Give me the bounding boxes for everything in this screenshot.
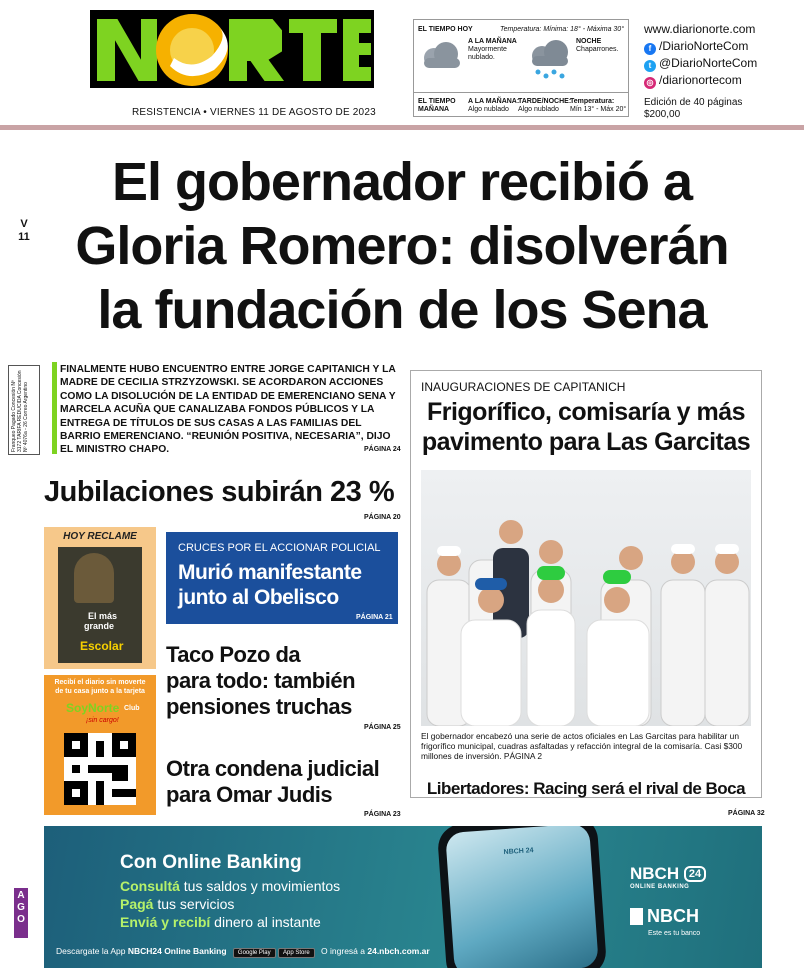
lead-marker xyxy=(52,362,57,454)
promo-soynorte-l2: de tu casa junto a la tarjeta xyxy=(55,688,145,695)
promo-soynorte-brand: SoyNorte xyxy=(66,701,120,715)
ad-foot-c: O ingresá a xyxy=(321,946,368,956)
app-store-button[interactable]: App Store xyxy=(278,948,315,958)
story-obelisco-page: PÁGINA 21 xyxy=(356,614,393,621)
story-taco-l2[interactable]: para todo: también xyxy=(166,668,356,693)
weather-t-morning: A LA MAÑANA: xyxy=(468,98,520,105)
instagram-icon: ◎ xyxy=(644,77,656,89)
weather-temp: Temperatura: Mínima: 18° - Máxima 30° xyxy=(500,26,624,33)
story-garcitas-kicker: INAUGURACIONES DE CAPITANICH xyxy=(421,380,626,394)
nbch-ad[interactable] xyxy=(44,826,762,968)
ad-l1a: Consultá xyxy=(120,878,180,894)
qr-code-icon xyxy=(64,733,136,805)
edition-num: 11 xyxy=(18,231,30,243)
masthead-date: RESISTENCIA • VIERNES 11 DE AGOSTO DE 2023 xyxy=(132,107,376,118)
story-garcitas-photo xyxy=(421,470,751,726)
ad-l2a: Pagá xyxy=(120,896,154,912)
promo-soynorte-club: Club xyxy=(124,705,140,712)
nbch-logo-icon xyxy=(630,908,643,925)
postal-box: Franqueo Pagado Concesión Nº 3172 TARIFA REDUCIDA Concesión Nº 4076a - 26 Correo Argentino xyxy=(8,365,40,455)
promo-soynorte-l1: Recibí el diario sin moverte xyxy=(54,679,146,686)
jubilaciones-title[interactable]: Jubilaciones subirán 23 % xyxy=(44,476,395,508)
promo-escolar-label: HOY RECLAME xyxy=(63,531,137,542)
libertadores-title[interactable]: Libertadores: Racing será el rival de Boca xyxy=(426,779,746,798)
jubilaciones-page: PÁGINA 20 xyxy=(364,514,401,521)
story-garcitas-caption: El gobernador encabezó una serie de actos oficiales en Las Garcitas para habilitar un frigorífico municipal, cuadras asfaltadas y refacción integral de la comisaría. Casi $300 millones de inversión. PÁGINA 2 xyxy=(421,731,743,761)
weather-tomorrow-label: EL TIEMPO MAÑANA xyxy=(418,98,456,113)
promo-soynorte[interactable] xyxy=(44,675,156,815)
weather-night-label: NOCHE xyxy=(576,38,602,45)
ad-brand1 xyxy=(630,864,706,884)
website-link[interactable]: www.diarionorte.com xyxy=(644,22,756,36)
edition-day: V xyxy=(20,218,28,230)
lead-text: FINALMENTE HUBO ENCUENTRO ENTRE JORGE CAPITANICH Y LA MADRE DE CECILIA STRZYZOWSKI. SE ACORDARON ACCIONES COMO LA DISOLUCIÓN DE LA ENTIDAD DE EMERENCIANO SENA Y MARCELA ACUÑA QUE CANALIZABA FONDOS PÚBLICOS Y LA ENTREGA DE TÍTULOS DE SUS CASAS A LAS FAMILIAS DEL BARRIO EMERENCIANO. “REUNIÓN POSITIVA, NECESARIA”, DIJO EL MINISTRO CHAPO. xyxy=(60,364,396,456)
story-obelisco-kicker: CRUCES POR EL ACCIONAR POLICIAL xyxy=(178,542,381,554)
weather-divider xyxy=(414,92,628,93)
weather-morning-label: A LA MAÑANA xyxy=(468,38,517,45)
ad-brand1-sub: ONLINE BANKING xyxy=(630,884,690,890)
story-garcitas-l1[interactable]: Frigorífico, comisaría y más xyxy=(426,398,746,426)
ad-l2b: tus servicios xyxy=(153,896,235,912)
weather-night-text: Chaparrones. xyxy=(576,46,619,53)
story-judis-page: PÁGINA 23 xyxy=(364,811,401,818)
instagram-link[interactable] xyxy=(644,73,742,89)
weather-t-temp-text: Mín 13° - Máx 20° xyxy=(570,106,627,113)
promo-soynorte-tag: ¡sin cargo! xyxy=(86,717,119,724)
ad-brand2-sub: Este es tu banco xyxy=(648,930,701,937)
ad-brand2: NBCH xyxy=(647,906,699,926)
ad-l3a: Enviá y recibí xyxy=(120,914,211,930)
ad-foot-b: NBCH24 Online Banking xyxy=(127,946,227,956)
facebook-handle: /DiarioNorteCom xyxy=(659,39,749,53)
weather-morning-text: Mayormente nublado. xyxy=(468,46,507,61)
story-obelisco-l2: junto al Obelisco xyxy=(178,586,339,609)
google-play-button[interactable]: Google Play xyxy=(233,948,276,958)
promo-escolar-l2: grande xyxy=(84,621,115,631)
ad-brand1-num: 24 xyxy=(684,866,706,882)
headline-line-3[interactable]: la fundación de los Sena xyxy=(97,280,707,340)
instagram-handle: /diarionortecom xyxy=(659,73,742,87)
ad-foot-d[interactable]: 24.nbch.com.ar xyxy=(367,946,430,956)
ad-l3b: dinero al instante xyxy=(210,914,321,930)
weather-t-night: TARDE/NOCHE: xyxy=(518,98,572,105)
promo-escolar-cover xyxy=(58,547,142,663)
norte-logo xyxy=(88,8,376,90)
ad-title: Con Online Banking xyxy=(120,852,302,873)
story-taco-page: PÁGINA 25 xyxy=(364,724,401,731)
twitter-handle: @DiarioNorteCom xyxy=(659,56,758,70)
headline-line-1[interactable]: El gobernador recibió a xyxy=(111,152,693,212)
edition-pages: Edición de 40 páginas xyxy=(644,97,743,108)
group-photo-icon xyxy=(421,470,751,726)
story-obelisco[interactable] xyxy=(166,532,398,624)
story-judis-l1[interactable]: Otra condena judicial xyxy=(166,756,380,781)
portrait-icon xyxy=(74,553,114,603)
ad-l1b: tus saldos y movimientos xyxy=(179,878,341,894)
month-tab xyxy=(14,888,28,938)
lead-page: PÁGINA 24 xyxy=(364,446,401,453)
masthead-rule xyxy=(0,125,804,130)
phone-mockup xyxy=(437,826,608,968)
month-tab-label: AGO xyxy=(17,890,25,925)
story-taco-l1[interactable]: Taco Pozo da xyxy=(166,642,301,667)
weather-t-morning-text: Algo nublado xyxy=(468,106,509,113)
twitter-icon: t xyxy=(644,60,656,72)
weather-title: EL TIEMPO HOY xyxy=(418,26,473,33)
edition-price: $200,00 xyxy=(644,109,681,120)
weather-box xyxy=(413,19,629,117)
ad-brand1-text: NBCH xyxy=(630,864,680,883)
story-obelisco-l1: Murió manifestante xyxy=(178,561,362,584)
weather-t-temp: Temperatura: xyxy=(570,98,615,105)
ad-foot-a: Descargate la App xyxy=(56,946,128,956)
story-judis-l2[interactable]: para Omar Judis xyxy=(166,782,333,807)
facebook-icon: f xyxy=(644,43,656,55)
promo-escolar-l1: El más xyxy=(88,611,118,621)
libertadores-page: PÁGINA 32 xyxy=(728,810,765,817)
cloud-icon xyxy=(418,40,464,70)
twitter-link[interactable] xyxy=(644,56,757,72)
facebook-link[interactable] xyxy=(644,39,748,55)
promo-escolar[interactable] xyxy=(44,527,156,669)
weather-t-night-text: Algo nublado xyxy=(518,106,559,113)
promo-escolar-brand: Escolar xyxy=(80,639,124,653)
story-taco-l3[interactable]: pensiones truchas xyxy=(166,694,352,719)
story-garcitas-l2[interactable]: pavimento para Las Garcitas xyxy=(421,428,751,456)
rain-cloud-icon xyxy=(526,40,574,80)
headline-line-2[interactable]: Gloria Romero: disolverán xyxy=(75,216,729,276)
phone-brand: NBCH 24 xyxy=(503,847,534,857)
